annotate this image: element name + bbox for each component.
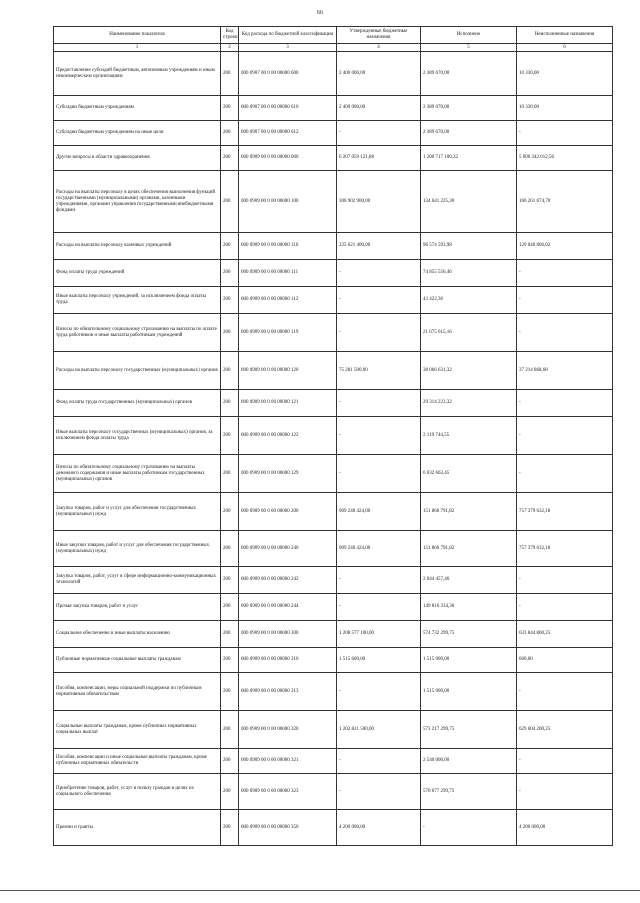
table-row xyxy=(54,121,613,146)
row-line-code: 200 xyxy=(221,352,239,390)
row-unexecuted: 5 006 342 012,56 xyxy=(517,146,613,171)
row-approved: 75 281 500,00 xyxy=(337,352,421,390)
row-name: Публичные нормативные социальные выплаты гражданам xyxy=(54,648,221,673)
header-expense-code: Код расхода по бюджетной классификации xyxy=(239,27,337,44)
row-approved: - xyxy=(337,774,421,810)
row-line-code: 200 xyxy=(221,417,239,455)
column-index: 1 xyxy=(54,44,221,52)
row-line-code: 200 xyxy=(221,774,239,810)
table-row xyxy=(54,171,613,233)
row-executed: 43 422,36 xyxy=(421,287,517,314)
row-expense-code: 000 0909 00 0 00 00000 110 xyxy=(239,233,337,260)
row-name: Расходы на выплаты персоналу государственных (муниципальных) органов xyxy=(54,352,221,390)
table-row xyxy=(54,493,613,531)
row-executed: - xyxy=(421,810,517,846)
table-row xyxy=(54,810,613,846)
row-name: Иные выплаты персоналу учреждений, за исключением фонда оплаты труда xyxy=(54,287,221,314)
table-row xyxy=(54,287,613,314)
row-expense-code: 000 0909 00 0 00 00000 200 xyxy=(239,493,337,531)
page-bottom-rule xyxy=(0,890,640,891)
row-expense-code: 000 0909 00 0 00 00000 129 xyxy=(239,455,337,493)
row-expense-code: 000 0909 00 0 00 00000 111 xyxy=(239,260,337,287)
table-row xyxy=(54,774,613,810)
row-approved: 225 621 400,00 xyxy=(337,233,421,260)
row-unexecuted: 600,00 xyxy=(517,648,613,673)
row-name: Фонд оплаты труда государственных (муниципальных) органов xyxy=(54,390,221,417)
row-approved: - xyxy=(337,455,421,493)
row-executed: 2 389 670,00 xyxy=(421,96,517,121)
row-executed: 38 066 631,32 xyxy=(421,352,517,390)
column-index: 6 xyxy=(517,44,613,52)
row-name: Расходы на выплаты персоналу в целях обеспечения выполнения функций государственными (муниципальными) органами, казенными учреждениями, органами управления государственными внебюджетными фондами xyxy=(54,171,221,233)
row-approved: 909 240 424,00 xyxy=(337,493,421,531)
row-expense-code: 000 0909 00 0 00 00000 350 xyxy=(239,810,337,846)
row-approved: - xyxy=(337,287,421,314)
table-row xyxy=(54,417,613,455)
header-line-code: Код строки xyxy=(221,27,239,44)
header-unexecuted: Неисполненные назначения xyxy=(517,27,613,44)
row-unexecuted: 10 330,00 xyxy=(517,96,613,121)
row-expense-code: 000 0909 00 0 00 00000 000 xyxy=(239,146,337,171)
table-row xyxy=(54,621,613,648)
row-unexecuted: - xyxy=(517,594,613,621)
table-row xyxy=(54,594,613,621)
row-executed: 96 574 593,98 xyxy=(421,233,517,260)
row-executed: 134 641 225,30 xyxy=(421,171,517,233)
row-unexecuted: - xyxy=(517,417,613,455)
row-unexecuted: 757 379 632,18 xyxy=(517,531,613,567)
row-name: Субсидии бюджетным учреждениям на иные цели xyxy=(54,121,221,146)
row-unexecuted: - xyxy=(517,260,613,287)
table-row xyxy=(54,455,613,493)
column-index-row xyxy=(54,44,613,52)
row-executed: 149 816 334,36 xyxy=(421,594,517,621)
row-unexecuted: 10 330,00 xyxy=(517,52,613,96)
row-line-code: 200 xyxy=(221,531,239,567)
row-line-code: 200 xyxy=(221,810,239,846)
row-executed: 29 314 223,32 xyxy=(421,390,517,417)
table-row xyxy=(54,531,613,567)
row-unexecuted: - xyxy=(517,314,613,352)
row-unexecuted: 166 261 674,70 xyxy=(517,171,613,233)
row-unexecuted: - xyxy=(517,121,613,146)
column-index: 3 xyxy=(239,44,337,52)
row-name: Фонд оплаты труда учреждений xyxy=(54,260,221,287)
row-unexecuted: - xyxy=(517,774,613,810)
row-unexecuted: - xyxy=(517,749,613,774)
row-approved: 1 202 821 500,00 xyxy=(337,711,421,749)
header-indicator-name: Наименование показателя xyxy=(54,27,221,44)
row-name: Другие вопросы в области здравоохранения xyxy=(54,146,221,171)
row-line-code: 200 xyxy=(221,121,239,146)
row-name: Иные закупки товаров, работ и услуг для обеспечения государственных (муниципальных) нужд xyxy=(54,531,221,567)
row-executed: 6 632 663,45 xyxy=(421,455,517,493)
row-expense-code: 000 0909 00 0 00 00000 122 xyxy=(239,417,337,455)
row-approved: 4 200 000,00 xyxy=(337,810,421,846)
table-row xyxy=(54,52,613,96)
row-unexecuted: 629 604 200,25 xyxy=(517,711,613,749)
row-approved: - xyxy=(337,314,421,352)
row-line-code: 200 xyxy=(221,287,239,314)
row-line-code: 200 xyxy=(221,233,239,260)
row-name: Закупка товаров, работ, услуг в сфере информационно-коммуникационных технологий xyxy=(54,567,221,594)
row-unexecuted: - xyxy=(517,287,613,314)
row-executed: 2 044 457,46 xyxy=(421,567,517,594)
row-expense-code: 000 0909 00 0 00 00000 310 xyxy=(239,648,337,673)
row-approved: 6 207 059 121,88 xyxy=(337,146,421,171)
row-executed: 2 540 000,00 xyxy=(421,749,517,774)
row-executed: 151 860 791,82 xyxy=(421,531,517,567)
table-row xyxy=(54,260,613,287)
page-number: 66 xyxy=(317,10,323,16)
row-name: Субсидии бюджетным учреждениям xyxy=(54,96,221,121)
row-unexecuted: - xyxy=(517,673,613,711)
row-approved: 1 208 577 100,00 xyxy=(337,621,421,648)
row-line-code: 200 xyxy=(221,171,239,233)
row-expense-code: 000 0909 00 0 00 00000 321 xyxy=(239,749,337,774)
row-line-code: 200 xyxy=(221,594,239,621)
row-name: Пособия, компенсации и иные социальные выплаты гражданам, кроме публичных нормативных обязательств xyxy=(54,749,221,774)
row-line-code: 200 xyxy=(221,493,239,531)
row-approved: 300 902 900,00 xyxy=(337,171,421,233)
table-row xyxy=(54,711,613,749)
row-name: Взносы по обязательному социальному страхованию на выплаты денежного содержания и иные выплаты работникам государственных (муниципальных) органов xyxy=(54,455,221,493)
row-line-code: 200 xyxy=(221,146,239,171)
row-name: Премии и гранты xyxy=(54,810,221,846)
row-approved: 1 515 600,00 xyxy=(337,648,421,673)
row-unexecuted: 757 379 632,18 xyxy=(517,493,613,531)
row-executed: 2 119 744,55 xyxy=(421,417,517,455)
row-unexecuted: - xyxy=(517,567,613,594)
row-name: Взносы по обязательному социальному страхованию на выплаты по оплате труда работников и иные выплаты работникам учреждений xyxy=(54,314,221,352)
row-line-code: 200 xyxy=(221,390,239,417)
row-name: Прочая закупка товаров, работ и услуг xyxy=(54,594,221,621)
table-row xyxy=(54,749,613,774)
row-line-code: 200 xyxy=(221,52,239,96)
row-name: Иные выплаты персоналу государственных (муниципальных) органов, за исключением фонда оплаты труда xyxy=(54,417,221,455)
header-approved: Утвержденные бюджетные назначения xyxy=(337,27,421,44)
row-executed: 1 515 000,00 xyxy=(421,648,517,673)
row-executed: 2 389 670,00 xyxy=(421,121,517,146)
row-line-code: 200 xyxy=(221,621,239,648)
row-unexecuted: 4 200 000,00 xyxy=(517,810,613,846)
row-approved: - xyxy=(337,567,421,594)
row-approved: - xyxy=(337,260,421,287)
row-name: Закупка товаров, работ и услуг для обеспечения государственных (муниципальных) нужд xyxy=(54,493,221,531)
row-expense-code: 000 0907 00 0 00 00000 600 xyxy=(239,52,337,96)
table-row xyxy=(54,314,613,352)
row-expense-code: 000 0909 00 0 00 00000 121 xyxy=(239,390,337,417)
row-expense-code: 000 0909 00 0 00 00000 244 xyxy=(239,594,337,621)
budget-execution-table xyxy=(53,26,613,846)
table-row xyxy=(54,567,613,594)
row-name: Пособия, компенсации, меры социальной поддержки по публичным нормативным обязательствам xyxy=(54,673,221,711)
row-expense-code: 000 0909 00 0 00 00000 313 xyxy=(239,673,337,711)
table-row xyxy=(54,233,613,260)
row-line-code: 200 xyxy=(221,648,239,673)
row-line-code: 200 xyxy=(221,749,239,774)
row-unexecuted: 37 214 868,68 xyxy=(517,352,613,390)
table-row xyxy=(54,673,613,711)
row-line-code: 200 xyxy=(221,567,239,594)
row-executed: 1 200 717 100,32 xyxy=(421,146,517,171)
row-executed: 1 515 000,00 xyxy=(421,673,517,711)
row-name: Предоставление субсидий бюджетным, автономным учреждениям и иным некоммерческим организациям xyxy=(54,52,221,96)
row-approved: - xyxy=(337,594,421,621)
row-approved: - xyxy=(337,121,421,146)
row-name: Расходы на выплаты персоналу казенных учреждений xyxy=(54,233,221,260)
row-name: Социальное обеспечение и иные выплаты населению xyxy=(54,621,221,648)
row-approved: - xyxy=(337,673,421,711)
column-index: 2 xyxy=(221,44,239,52)
row-expense-code: 000 0909 00 0 00 00000 300 xyxy=(239,621,337,648)
row-line-code: 200 xyxy=(221,314,239,352)
row-approved: - xyxy=(337,417,421,455)
row-executed: 74 855 556,46 xyxy=(421,260,517,287)
row-expense-code: 000 0909 00 0 00 00000 119 xyxy=(239,314,337,352)
row-name: Социальные выплаты гражданам, кроме публичных нормативных социальных выплат xyxy=(54,711,221,749)
table-row xyxy=(54,648,613,673)
row-approved: - xyxy=(337,390,421,417)
table-row xyxy=(54,390,613,417)
row-unexecuted: 129 046 806,02 xyxy=(517,233,613,260)
row-name: Приобретение товаров, работ, услуг в пользу граждан в целях их социального обеспечения xyxy=(54,774,221,810)
row-expense-code: 000 0909 00 0 00 00000 100 xyxy=(239,171,337,233)
table-row xyxy=(54,96,613,121)
row-executed: 2 389 670,00 xyxy=(421,52,517,96)
row-unexecuted: 633 844 800,25 xyxy=(517,621,613,648)
row-approved: 2 400 000,00 xyxy=(337,96,421,121)
row-expense-code: 000 0909 00 0 00 00000 112 xyxy=(239,287,337,314)
row-expense-code: 000 0909 00 0 00 00000 120 xyxy=(239,352,337,390)
row-executed: 573 217 299,75 xyxy=(421,711,517,749)
column-index: 5 xyxy=(421,44,517,52)
row-executed: 574 732 299,75 xyxy=(421,621,517,648)
row-expense-code: 000 0909 00 0 00 00000 320 xyxy=(239,711,337,749)
header-executed: Исполнено xyxy=(421,27,517,44)
row-expense-code: 000 0909 00 0 00 00000 323 xyxy=(239,774,337,810)
row-unexecuted: - xyxy=(517,455,613,493)
row-line-code: 200 xyxy=(221,711,239,749)
row-line-code: 200 xyxy=(221,455,239,493)
table-header-row xyxy=(54,27,613,44)
row-expense-code: 000 0907 00 0 00 00000 610 xyxy=(239,96,337,121)
row-executed: 21 675 615,16 xyxy=(421,314,517,352)
row-expense-code: 000 0907 00 0 00 00000 612 xyxy=(239,121,337,146)
row-line-code: 200 xyxy=(221,260,239,287)
row-approved: 909 240 424,00 xyxy=(337,531,421,567)
table-row xyxy=(54,352,613,390)
row-approved: 2 400 000,00 xyxy=(337,52,421,96)
table-row xyxy=(54,146,613,171)
row-line-code: 200 xyxy=(221,673,239,711)
row-expense-code: 000 0909 00 0 00 00000 242 xyxy=(239,567,337,594)
row-expense-code: 000 0909 00 0 00 00000 240 xyxy=(239,531,337,567)
column-index: 4 xyxy=(337,44,421,52)
row-executed: 570 677 299,75 xyxy=(421,774,517,810)
row-line-code: 200 xyxy=(221,96,239,121)
row-executed: 151 860 791,82 xyxy=(421,493,517,531)
row-unexecuted: - xyxy=(517,390,613,417)
row-approved: - xyxy=(337,749,421,774)
